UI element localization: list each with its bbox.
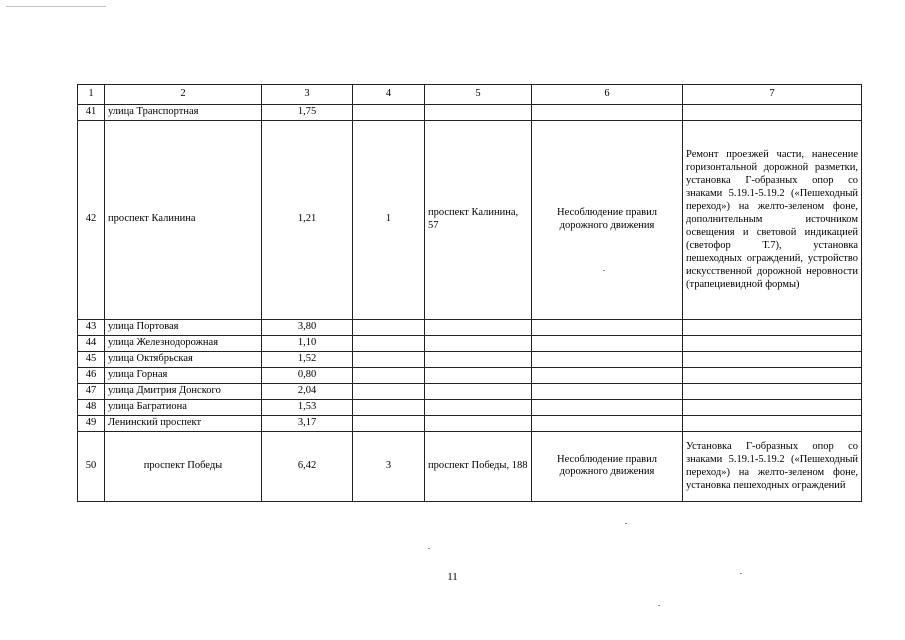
planned-measures [683, 351, 862, 367]
road-length: 2,04 [262, 383, 353, 399]
accident-address [425, 383, 532, 399]
header-cell: 5 [425, 85, 532, 105]
street-name: проспект Победы [105, 431, 262, 501]
accident-count [353, 335, 425, 351]
accident-reason: Несоблюдение правил дорожного движения [532, 431, 683, 501]
scan-speck [740, 573, 742, 574]
row-number: 44 [78, 335, 105, 351]
row-number: 50 [78, 431, 105, 501]
road-length: 3,17 [262, 415, 353, 431]
page-number: 11 [447, 571, 458, 583]
road-length: 1,53 [262, 399, 353, 415]
road-length: 0,80 [262, 367, 353, 383]
row-number: 49 [78, 415, 105, 431]
street-name: улица Портовая [105, 319, 262, 335]
accident-count [353, 415, 425, 431]
accident-reason [532, 351, 683, 367]
scan-speck [625, 523, 627, 524]
row-number: 42 [78, 120, 105, 319]
road-length: 3,80 [262, 319, 353, 335]
table-row [78, 120, 862, 319]
accident-address [425, 319, 532, 335]
header-cell: 7 [683, 85, 862, 105]
planned-measures: Ремонт проезжей части, нанесение горизонтальной дорожной разметки, установка Г-образных опор со знаками 5.19.1-5.19.2 («Пешеходный переход») на желто-зеленом фоне, дополнительным источником освещения и световой индикацией (светофор Т.7), установка пешеходных ограждений, устройство искусственной дорожной неровности (трапециевидной формы) [683, 120, 862, 319]
scan-speck [428, 548, 430, 549]
accident-count [353, 319, 425, 335]
accident-reason [532, 105, 683, 121]
table-row [78, 319, 862, 335]
road-length: 1,10 [262, 335, 353, 351]
accident-address [425, 367, 532, 383]
accident-address [425, 351, 532, 367]
planned-measures [683, 335, 862, 351]
street-name: Ленинский проспект [105, 415, 262, 431]
street-name: улица Дмитрия Донского [105, 383, 262, 399]
accident-count [353, 351, 425, 367]
row-number: 45 [78, 351, 105, 367]
accident-address [425, 399, 532, 415]
header-cell: 2 [105, 85, 262, 105]
table-row [78, 335, 862, 351]
planned-measures [683, 105, 862, 121]
header-row [78, 85, 862, 105]
accident-address: проспект Калинина, 57 [425, 120, 532, 319]
street-name: проспект Калинина [105, 120, 262, 319]
table-row [78, 105, 862, 121]
table-row [78, 351, 862, 367]
accident-reason [532, 319, 683, 335]
row-number: 48 [78, 399, 105, 415]
street-name: улица Транспортная [105, 105, 262, 121]
road-length: 1,21 [262, 120, 353, 319]
header-cell: 3 [262, 85, 353, 105]
table-row [78, 399, 862, 415]
row-number: 46 [78, 367, 105, 383]
road-length: 6,42 [262, 431, 353, 501]
accident-reason [532, 383, 683, 399]
accident-reason [532, 415, 683, 431]
planned-measures [683, 383, 862, 399]
scan-speck [658, 605, 660, 606]
table-row [78, 383, 862, 399]
accident-count [353, 367, 425, 383]
street-name: улица Горная [105, 367, 262, 383]
street-name: улица Железнодорожная [105, 335, 262, 351]
row-number: 41 [78, 105, 105, 121]
accident-reason: Несоблюдение правил дорожного движения [532, 120, 683, 319]
accident-count: 3 [353, 431, 425, 501]
header-cell: 1 [78, 85, 105, 105]
accident-address: проспект Победы, 188 [425, 431, 532, 501]
planned-measures [683, 399, 862, 415]
scan-edge-mark [6, 0, 106, 7]
row-number: 47 [78, 383, 105, 399]
roads-table [77, 84, 862, 502]
road-length: 1,75 [262, 105, 353, 121]
row-number: 43 [78, 319, 105, 335]
planned-measures [683, 319, 862, 335]
road-length: 1,52 [262, 351, 353, 367]
planned-measures [683, 415, 862, 431]
header-cell: 4 [353, 85, 425, 105]
scan-speck [603, 270, 605, 271]
header-cell: 6 [532, 85, 683, 105]
street-name: улица Октябрьская [105, 351, 262, 367]
accident-count [353, 383, 425, 399]
accident-reason [532, 335, 683, 351]
accident-count [353, 399, 425, 415]
accident-reason [532, 399, 683, 415]
planned-measures [683, 367, 862, 383]
table-row [78, 431, 862, 501]
table-row [78, 367, 862, 383]
table-row [78, 415, 862, 431]
accident-address [425, 415, 532, 431]
accident-count [353, 105, 425, 121]
planned-measures: Установка Г-образных опор со знаками 5.19.1-5.19.2 («Пешеходный переход») на желто-зеленом фоне, установка пешеходных ограждений [683, 431, 862, 501]
accident-address [425, 335, 532, 351]
accident-count: 1 [353, 120, 425, 319]
accident-reason [532, 367, 683, 383]
street-name: улица Багратиона [105, 399, 262, 415]
accident-address [425, 105, 532, 121]
